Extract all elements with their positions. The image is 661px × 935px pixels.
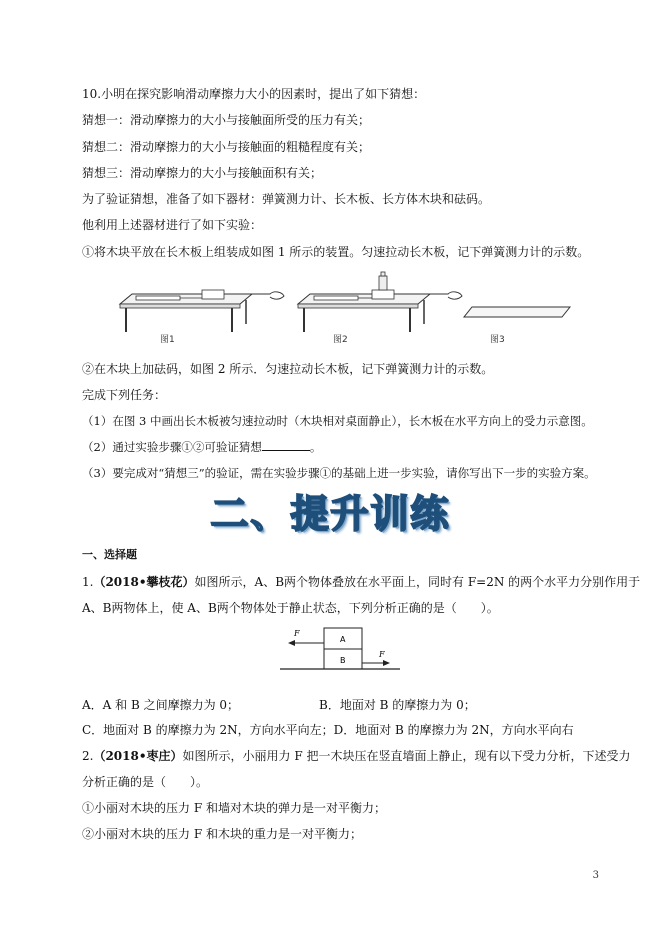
page-number: 3 [592, 870, 599, 881]
figure-1 [112, 280, 287, 336]
q1-option-b: B．地面对 B 的摩擦力为 0； [319, 698, 476, 712]
q1-source: （2018•攀枝花） [93, 575, 195, 589]
q10-line3: 猜想二：滑动摩擦力的大小与接触面的粗糙程度有关； [82, 140, 371, 154]
q10-task3: （3）要完成对“猜想三”的验证，需在实验步骤①的基础上进一步实验，请你写出下一步的实验方案。 [82, 466, 596, 480]
q10-line1: 10.小明在探究影响滑动摩擦力大小的因素时，提出了如下猜想： [82, 87, 426, 101]
q1-block-figure [280, 625, 410, 671]
label-b: B [340, 656, 346, 665]
figure-2-label: 图2 [333, 335, 348, 345]
q1-text1: 如图所示，A、B两个物体叠放在水平面上，同时有 F=2N 的两个水平力分别作用于 [194, 575, 641, 589]
q10-line9: 完成下列任务： [82, 388, 167, 402]
figure-3 [464, 305, 574, 321]
q1-line1 [82, 574, 640, 590]
q2-line1 [82, 748, 631, 764]
label-force-right: F [379, 650, 385, 659]
q1-number: 1. [82, 575, 94, 589]
q10-task2 [82, 439, 321, 455]
figure-3-label: 图3 [490, 335, 505, 345]
q10-line8: ②在木块上加砝码，如图 2 所示．匀速拉动长木板，记下弹簧测力计的示数。 [82, 362, 494, 376]
q10-line4: 猜想三：滑动摩擦力的大小与接触面积有关； [82, 166, 323, 180]
figure-2 [290, 270, 465, 336]
q1-option-cd: C．地面对 B 的摩擦力为 2N，方向水平向左；D．地面对 B 的摩擦力为 2N，方向水平向右 [82, 723, 574, 737]
q2-item1: ①小丽对木块的压力 F 和墙对木块的弹力是一对平衡力； [82, 801, 386, 815]
q2-item2: ②小丽对木块的压力 F 和木块的重力是一对平衡力； [82, 827, 362, 841]
label-force-left: F [294, 629, 300, 638]
q10-task2-text: （2）通过实验步骤①②可验证猜想 [82, 440, 262, 454]
q2-source: （2018•枣庄） [93, 749, 183, 763]
subsection-title: 一、选择题 [82, 548, 137, 561]
section-heading: 二、提升训练 [210, 492, 451, 536]
q2-number: 2. [82, 749, 94, 763]
q2-line2: 分析正确的是（ ）。 [82, 775, 209, 789]
q1-option-a: A．A 和 B 之间摩擦力为 0； [82, 698, 240, 712]
q10-line6: 他利用上述器材进行了如下实验： [82, 218, 263, 232]
q10-task2-end: 。 [309, 440, 322, 454]
q10-line7: ①将木块平放在长木板上组装成如图 1 所示的装置。匀速拉动长木板，记下弹簧测力计的示数。 [82, 245, 590, 259]
q1-line2: A、B两物体上，使 A、B两个物体处于静止状态，下列分析正确的是（ ）。 [82, 601, 499, 615]
q10-line2: 猜想一：滑动摩擦力的大小与接触面所受的压力有关； [82, 113, 371, 127]
label-a: A [340, 635, 346, 644]
q10-task1: （1）在图 3 中画出长木板被匀速拉动时（木块相对桌面静止），长木板在水平方向上的受力示意图。 [82, 414, 593, 428]
answer-blank [262, 440, 310, 451]
q2-text1: 如图所示，小丽用力 F 把一木块压在竖直墙面上静止，现有以下受力分析，下述受力 [182, 749, 631, 763]
figure-1-label: 图1 [160, 335, 175, 345]
q10-line5: 为了验证猜想，准备了如下器材：弹簧测力计、长木板、长方体木块和砝码。 [82, 192, 491, 206]
